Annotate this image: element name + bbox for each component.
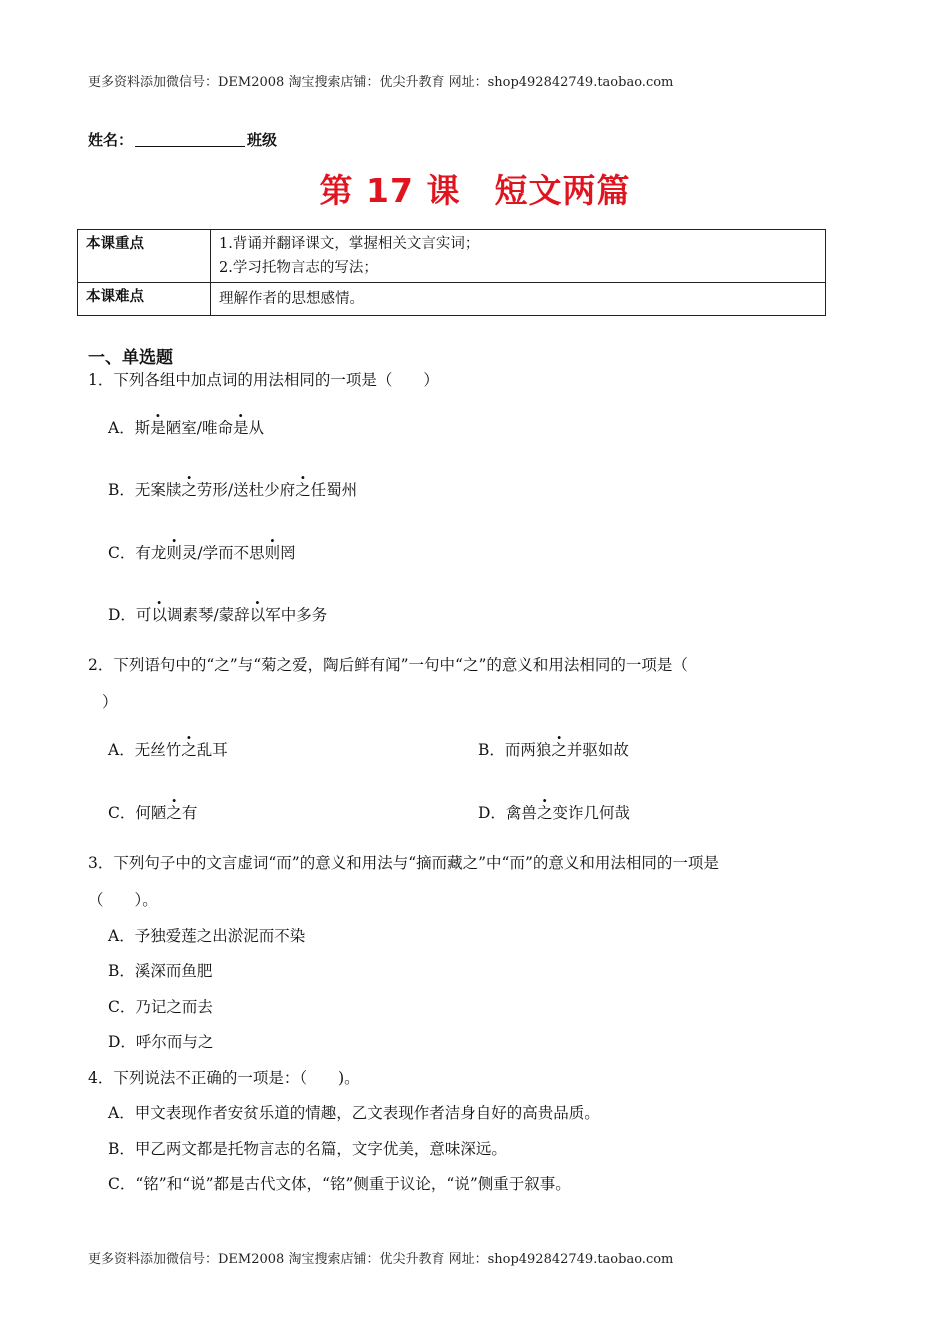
option-text: 灵/学而不思	[181, 544, 265, 562]
name-label: 姓名：	[88, 131, 134, 149]
dotted-word: 则	[264, 544, 281, 562]
footer-note: 更多资料添加微信号：DEM2008 淘宝搜索店铺：优尖升教育 网址：shop492842749.taobao.com	[88, 1252, 674, 1267]
header-note: 更多资料添加微信号：DEM2008 淘宝搜索店铺：优尖升教育 网址：shop492842749.taobao.com	[88, 75, 674, 90]
q4-option-a[interactable]: A．甲文表现作者安贫乐道的情趣，乙文表现作者洁身自好的高贵品质。	[108, 1104, 600, 1122]
dotted-word: 之	[536, 804, 553, 822]
dotted-word: 之	[181, 741, 197, 759]
option-text: 有	[181, 804, 198, 822]
question-2-stem-cont: ）	[102, 693, 118, 711]
q1-option-b[interactable]	[108, 478, 357, 500]
option-text: 军中多务	[265, 606, 328, 624]
lesson-title: 第 17 课 短文两篇	[319, 171, 631, 210]
key-point-line: 1.背诵并翻译课文，掌握相关文言实词；	[219, 236, 480, 252]
option-text: 并驱如故	[566, 741, 629, 759]
q2-option-a[interactable]	[108, 738, 228, 760]
q2-option-b[interactable]	[478, 738, 629, 760]
q3-option-d[interactable]: D．呼尔而与之	[108, 1033, 214, 1051]
name-blank-line	[135, 132, 245, 147]
option-text: 调素琴/蒙辞	[166, 606, 250, 624]
option-text: 从	[248, 419, 264, 437]
q3-option-c[interactable]: C．乃记之而去	[108, 998, 213, 1016]
dotted-word: 之	[181, 481, 197, 499]
dotted-word: 是	[150, 419, 166, 437]
dotted-word: 以	[249, 606, 266, 624]
q2-option-c[interactable]	[108, 801, 197, 823]
table-row	[78, 283, 826, 316]
option-text: A．无丝竹	[108, 741, 182, 759]
dotted-word: 之	[551, 741, 567, 759]
option-text: D．禽兽	[478, 804, 537, 822]
question-2-stem: 2．下列语句中的“之”与“菊之爱，陶后鲜有闻”一句中“之”的意义和用法相同的一项是（	[88, 656, 688, 674]
option-text: B．无案牍	[108, 481, 182, 499]
q1-option-d[interactable]	[108, 603, 327, 625]
option-text: C．何陋	[108, 804, 167, 822]
section-title: 一、单选题	[88, 348, 173, 368]
question-1-stem: 1．下列各组中加点词的用法相同的一项是（ ）	[88, 371, 439, 389]
option-text: 变诈几何哉	[552, 804, 630, 822]
table-row	[78, 230, 826, 283]
key-point-content	[211, 230, 826, 283]
q2-option-d[interactable]	[478, 801, 630, 823]
option-text: 罔	[280, 544, 296, 562]
difficulty-content	[211, 283, 826, 316]
dotted-word: 之	[166, 804, 182, 822]
dotted-word: 是	[232, 419, 249, 437]
key-point-label: 本课重点	[78, 230, 211, 283]
option-text: 陋室/唯命	[165, 419, 233, 437]
question-3-stem: 3．下列句子中的文言虚词“而”的意义和用法与“摘而藏之”中“而”的意义和用法相同的一项是	[88, 854, 719, 872]
q1-option-a[interactable]	[108, 416, 264, 438]
dotted-word: 之	[295, 481, 311, 499]
q1-option-c[interactable]	[108, 541, 296, 563]
dotted-word: 则	[166, 544, 182, 562]
difficulty-label: 本课难点	[78, 283, 211, 316]
option-text: 任蜀州	[310, 481, 358, 499]
option-text: D．可	[108, 606, 152, 624]
q3-option-a[interactable]: A．予独爱莲之出淤泥而不染	[108, 927, 306, 945]
key-point-line: 2.学习托物言志的写法；	[219, 260, 378, 276]
q4-option-c[interactable]: C．“铭”和“说”都是古代文体，“铭”侧重于议论，“说”侧重于叙事。	[108, 1175, 571, 1193]
option-text: 劳形/送杜少府	[196, 481, 296, 499]
student-info-line	[88, 129, 277, 150]
option-text: C．有龙	[108, 544, 167, 562]
difficulty-line: 理解作者的思想感情。	[219, 291, 364, 307]
option-text: A．斯	[108, 419, 151, 437]
dotted-word: 以	[151, 606, 167, 624]
option-text: 乱耳	[196, 741, 228, 759]
option-text: B．而两狼	[478, 741, 552, 759]
question-3-stem-cont: （ ）。	[88, 891, 158, 909]
q3-option-b[interactable]: B．溪深而鱼肥	[108, 962, 213, 980]
question-4-stem: 4．下列说法不正确的一项是：（ )。	[88, 1069, 360, 1087]
q4-option-b[interactable]: B．甲乙两文都是托物言志的名篇，文字优美，意味深远。	[108, 1140, 507, 1158]
objectives-table	[77, 229, 826, 316]
class-label: 班级	[247, 131, 278, 149]
